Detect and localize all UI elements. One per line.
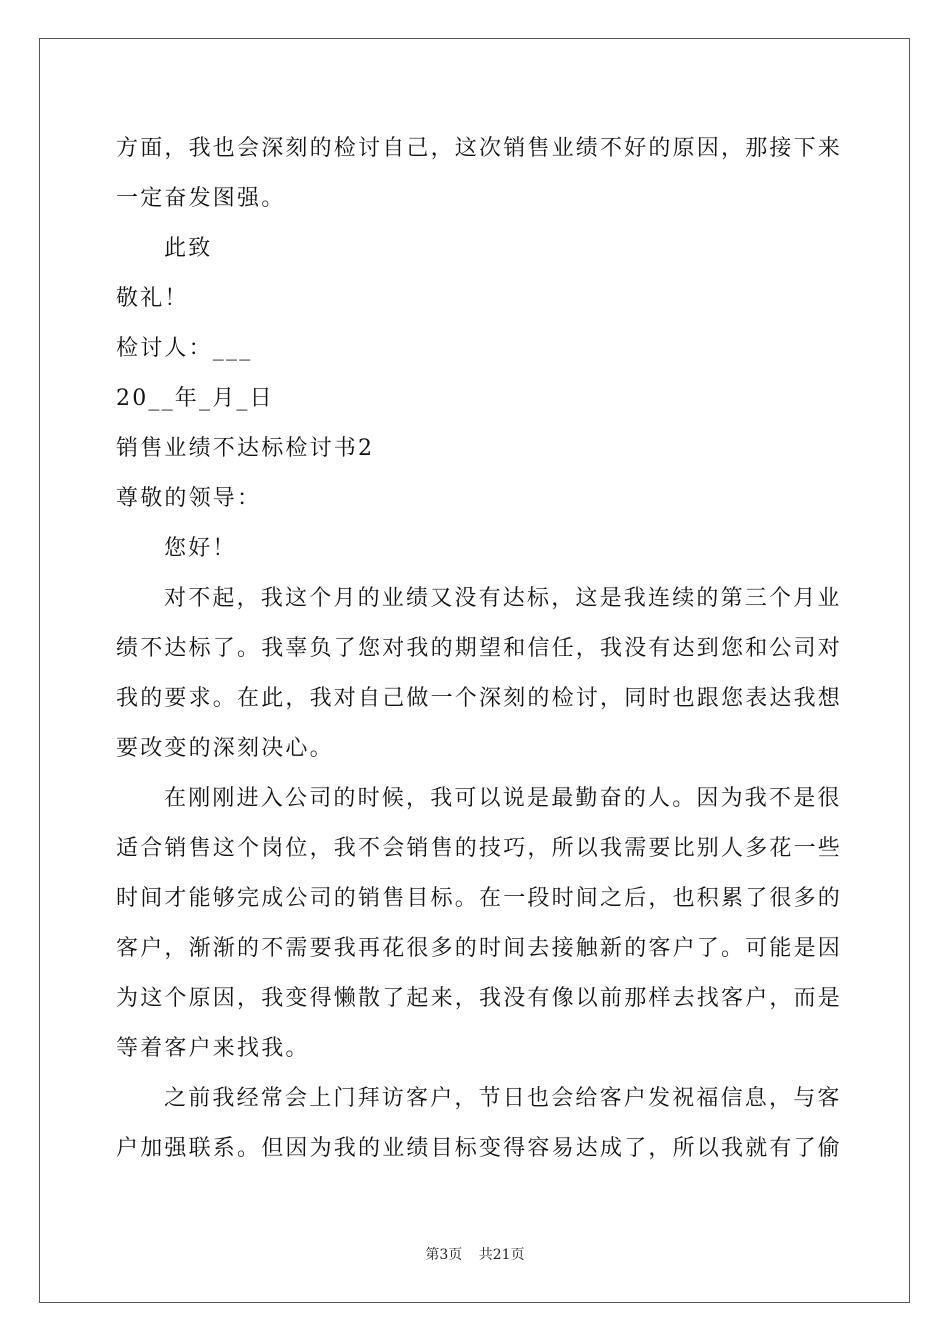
signer-line: 检讨人：___	[116, 336, 253, 361]
text-line: 为这个原因，我变得懒散了起来，我没有像以前那样去找客户，而是	[116, 986, 843, 1011]
date-line: 20__年_月_日	[116, 386, 274, 411]
text-line: 客户，渐渐的不需要我再花很多的时间去接触新的客户了。可能是因	[116, 936, 843, 961]
text-line: 适合销售这个岗位，我不会销售的技巧，所以我需要比别人多花一些	[116, 836, 843, 861]
salutation-closing: 此致	[164, 236, 213, 261]
text-line: 要改变的深刻决心。	[116, 736, 334, 761]
text-line: 绩不达标了。我辜负了您对我的期望和信任，我没有达到您和公司对	[116, 636, 843, 661]
page-number-current: 第3页	[425, 1247, 463, 1263]
text-line: 时间才能够完成公司的销售目标。在一段时间之后，也积累了很多的	[116, 886, 843, 911]
text-line: 我的要求。在此，我对自己做一个深刻的检讨，同时也跟您表达我想	[116, 686, 843, 711]
salutation-regards: 敬礼！	[116, 286, 189, 311]
page-number-total: 共21页	[478, 1247, 525, 1263]
text-line: 方面，我也会深刻的检讨自己，这次销售业绩不好的原因，那接下来	[116, 136, 843, 161]
text-line: 户加强联系。但因为我的业绩目标变得容易达成了，所以我就有了偷	[116, 1136, 843, 1161]
text-line: 对不起，我这个月的业绩又没有达标，这是我连续的第三个月业	[164, 586, 842, 611]
page-footer	[0, 1246, 950, 1264]
greeting: 您好！	[164, 536, 237, 561]
text-line: 一定奋发图强。	[116, 186, 286, 211]
text-line: 在刚刚进入公司的时候，我可以说是最勤奋的人。因为我不是很	[164, 786, 842, 811]
section-title: 销售业绩不达标检讨书2	[116, 436, 375, 461]
greeting-addressee: 尊敬的领导：	[116, 486, 262, 511]
text-line: 等着客户来找我。	[116, 1036, 310, 1061]
text-line: 之前我经常会上门拜访客户，节日也会给客户发祝福信息，与客	[164, 1086, 842, 1111]
